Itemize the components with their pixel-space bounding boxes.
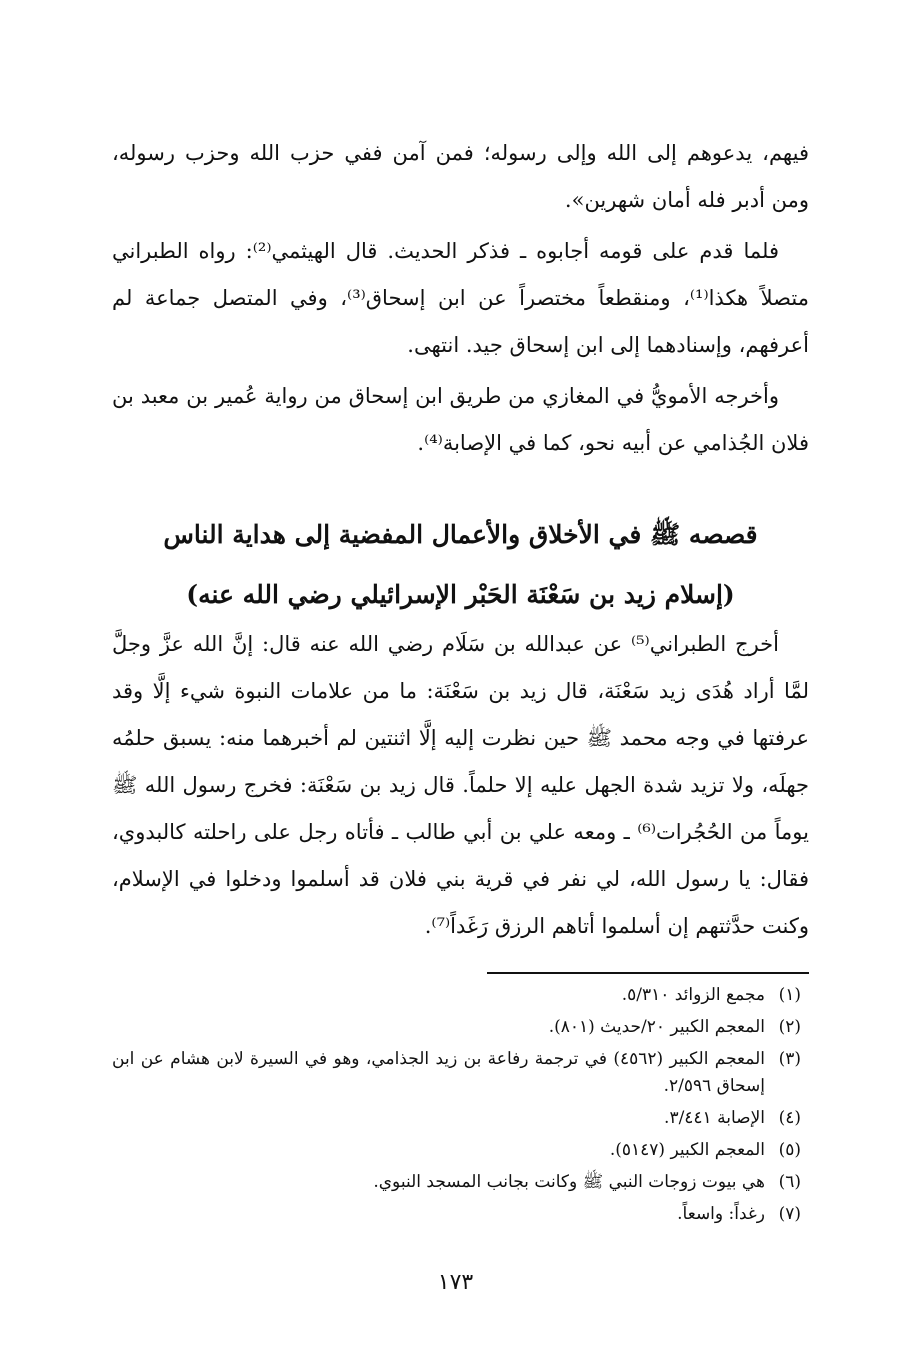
- footnote-text: مجمع الزوائد ٥/٣١٠.: [621, 985, 765, 1005]
- footnote-number: (٣): [778, 1049, 801, 1069]
- footnote-number: (٤): [778, 1108, 801, 1128]
- footnote-item: [112, 982, 809, 1009]
- footnote-number: (٢): [778, 1017, 801, 1037]
- footnote-text: المعجم الكبير (٥١٤٧).: [609, 1140, 765, 1160]
- footnote-number: (٥): [778, 1140, 801, 1160]
- footnote-item: [112, 1014, 809, 1041]
- footnote-number: (٦): [778, 1172, 801, 1192]
- section-subheading: (إسلام زيد بن سَعْنَة الحَبْر الإسرائيلي رضي الله عنه): [186, 580, 735, 609]
- footnote-number: (١): [778, 985, 801, 1005]
- paragraph-zaid-story: أخرج الطبراني⁽⁵⁾ عن عبدالله بن سَلَام رضي الله عنه قال: إنَّ الله عزَّ وجلَّ لمَّا أراد هُدَى زيد سَعْنَة، قال زيد بن سَعْنَة: ما من علامات النبوة شيء إلَّا وقد عرفتها في وجه محمد ﷺ حين نظرت إليه إلَّا اثنتين لم أخبرهما منه: يسبق حلمُه جهلَه، ولا تزيد شدة الجهل عليه إلا حلماً. قال زيد بن سَعْنَة: فخرج رسول الله ﷺ يوماً من الحُجُرات⁽⁶⁾ ـ ومعه علي بن أبي طالب ـ فأتاه رجل على راحلته كالبدوي، فقال: يا رسول الله، لي نفر في قرية بني فلان قد أسلموا ودخلوا في الإسلام، وكنت حدَّثتهم إن أسلموا أتاهم الرزق رَغَداً⁽⁷⁾.: [112, 632, 809, 938]
- footnote-divider: [487, 972, 809, 974]
- footnote-text: الإصابة ٣/٤٤١.: [664, 1108, 765, 1128]
- footnote-text: المعجم الكبير (٤٥٦٢) في ترجمة رفاعة بن زيد الجذامي، وهو في السيرة لابن هشام عن ابن إسحاق ٢/٥٩٦.: [112, 1049, 765, 1096]
- paragraph-umawi: وأخرجه الأمويُّ في المغازي من طريق ابن إسحاق من رواية عُمير بن معبد بن فلان الجُذامي عن أبيه نحو، كما في الإصابة⁽⁴⁾.: [112, 384, 809, 455]
- footnote-item: [112, 1201, 809, 1228]
- footnote-text: هي بيوت زوجات النبي ﷺ وكانت بجانب المسجد النبوي.: [373, 1172, 765, 1192]
- page-number: ١٧٣: [437, 1270, 474, 1295]
- section-heading: قصصه ﷺ في الأخلاق والأعمال المفضية إلى هداية الناس: [163, 520, 758, 549]
- footnote-text: المعجم الكبير ٢٠/حديث (٨٠١).: [548, 1017, 765, 1037]
- footnote-number: (٧): [778, 1204, 801, 1224]
- footnotes-list: [112, 982, 809, 1228]
- footnote-item: [112, 1137, 809, 1164]
- paragraph-continuation: فيهم، يدعوهم إلى الله وإلى رسوله؛ فمن آمن ففي حزب الله وحزب رسوله، ومن أدبر فله أمان شهرين».: [112, 141, 809, 212]
- footnote-item: [112, 1169, 809, 1196]
- footnote-text: رغداً: واسعاً.: [677, 1204, 765, 1224]
- footnote-item: [112, 1046, 809, 1100]
- paragraph-haythami: فلما قدم على قومه أجابوه ـ فذكر الحديث. قال الهيثمي⁽²⁾: رواه الطبراني متصلاً هكذا⁽¹⁾، ومنقطعاً مختصراً عن ابن إسحاق⁽³⁾، وفي المتصل جماعة لم أعرفهم، وإسنادهما إلى ابن إسحاق جيد. انتهى.: [112, 239, 809, 357]
- footnote-item: [112, 1105, 809, 1132]
